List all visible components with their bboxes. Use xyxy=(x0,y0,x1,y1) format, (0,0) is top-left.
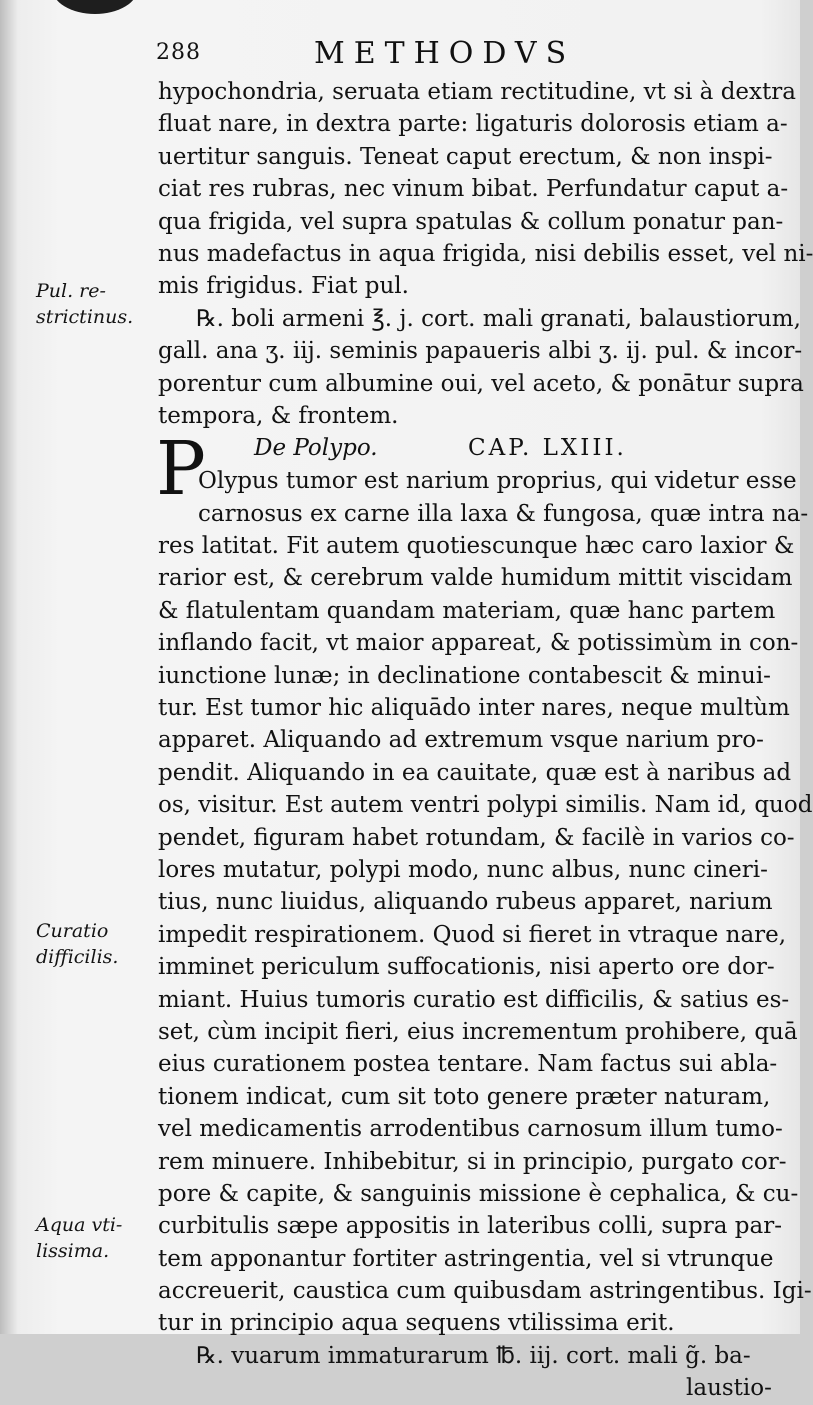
text-line: tionem indicat, cum sit toto genere præter naturam, xyxy=(158,1083,771,1110)
text-line: rarior est, & cerebrum valde humidum mittit viscidam xyxy=(158,565,793,592)
text-line: pendit. Aliquando in ea cauitate, quæ est à naribus ad xyxy=(158,759,792,786)
ink-blot xyxy=(52,0,138,14)
text-line: vel medicamentis arrodentibus carnosum illum tumo- xyxy=(158,1116,783,1143)
chapter-heading xyxy=(158,432,758,465)
text-line: accreuerit, caustica cum quibusdam astringentibus. Igi- xyxy=(158,1278,812,1305)
drop-capital: P xyxy=(156,426,206,512)
text-line: pore & capite, & sanguinis missione è cephalica, & cu- xyxy=(158,1180,799,1207)
text-line: eius curationem postea tentare. Nam factus sui abla- xyxy=(158,1051,778,1078)
text-line: carnosus ex carne illa laxa & fungosa, quæ intra na- xyxy=(198,500,809,527)
running-head: METHODVS xyxy=(314,36,576,71)
text-line: mis frigidus. Fiat pul. xyxy=(158,273,409,300)
margin-note-line: Aqua vti- xyxy=(36,1214,123,1236)
text-line: res latitat. Fit autem quotiescunque hæc caro laxior & xyxy=(158,533,795,560)
chapter-title: De Polypo. xyxy=(254,435,378,462)
text-line: tius, nunc liuidus, aliquando rubeus apparet, narium xyxy=(158,889,773,916)
text-line: impedit respirationem. Quod si fieret in vtraque nare, xyxy=(158,921,787,948)
text-line: tem apponantur fortiter astringentia, vel si vtrunque xyxy=(158,1245,774,1272)
recipe-line: ℞. vuarum immaturarum ℔. iij. cort. mali g̃. ba- xyxy=(196,1342,751,1369)
text-line: iunctione lunæ; in declinatione contabescit & minui- xyxy=(158,662,771,689)
text-line: qua frigida, vel supra spatulas & collum ponatur pan- xyxy=(158,208,784,235)
text-line: tur. Est tumor hic aliquādo inter nares, neque multùm xyxy=(158,695,790,722)
margin-note-line: Pul. re- xyxy=(36,280,106,302)
text-line: gall. ana ʒ. iij. seminis papaueris albi ʒ. ij. pul. & incor- xyxy=(158,338,803,365)
text-line: os, visitur. Est autem ventri polypi similis. Nam id, quod xyxy=(158,792,813,819)
margin-note-line: strictinus. xyxy=(36,306,134,328)
text-line: ciat res rubras, nec vinum bibat. Perfundatur caput a- xyxy=(158,176,789,203)
text-line: hypochondria, seruata etiam rectitudine, vt si à dextra xyxy=(158,79,796,105)
text-line: lores mutatur, polypi modo, nunc albus, nunc cineri- xyxy=(158,856,768,883)
text-line: tempora, & frontem. xyxy=(158,402,399,429)
catchword: laustio- xyxy=(686,1375,772,1402)
page-header xyxy=(156,36,756,72)
text-line: inflando facit, vt maior appareat, & potissimùm in con- xyxy=(158,630,799,657)
margin-note-line: lissima. xyxy=(36,1240,110,1262)
text-line: & flatulentam quandam materiam, quæ hanc partem xyxy=(158,597,776,624)
main-text-block xyxy=(158,76,813,1405)
text-line: fluat nare, in dextra parte: ligaturis dolorosis etiam a- xyxy=(158,111,788,138)
margin-note-line: Curatio xyxy=(36,920,109,942)
text-line: tur in principio aqua sequens vtilissima erit. xyxy=(158,1310,675,1337)
margin-note xyxy=(36,1212,152,1264)
text-line: pendet, figuram habet rotundam, & facilè in varios co- xyxy=(158,824,795,851)
text-line: uertitur sanguis. Teneat caput erectum, & non inspi- xyxy=(158,143,773,170)
margin-note xyxy=(36,918,152,970)
margin-note-line: difficilis. xyxy=(36,946,119,968)
text-line: set, cùm incipit fieri, eius incrementum prohibere, quā xyxy=(158,1018,798,1045)
text-line: Olypus tumor est narium proprius, qui videtur esse xyxy=(198,468,797,495)
text-line: curbitulis sæpe appositis in lateribus colli, supra par- xyxy=(158,1213,782,1240)
text-line: apparet. Aliquando ad extremum vsque narium pro- xyxy=(158,727,764,754)
text-line: nus madefactus in aqua frigida, nisi debilis esset, vel ni- xyxy=(158,240,813,267)
text-line: rem minuere. Inhibebitur, si in principio, purgato cor- xyxy=(158,1148,787,1175)
text-line: imminet periculum suffocationis, nisi aperto ore dor- xyxy=(158,954,775,981)
margin-note xyxy=(36,278,152,330)
text-line: miant. Huius tumoris curatio est difficilis, & satius es- xyxy=(158,986,790,1013)
recipe-line: ℞. boli armeni ℥. j. cort. mali granati, balaustiorum, xyxy=(196,305,801,332)
text-line: porentur cum albumine oui, vel aceto, & ponātur supra xyxy=(158,370,804,397)
page-number: 288 xyxy=(156,40,201,65)
chapter-number: CAP. LXIII. xyxy=(468,435,627,462)
